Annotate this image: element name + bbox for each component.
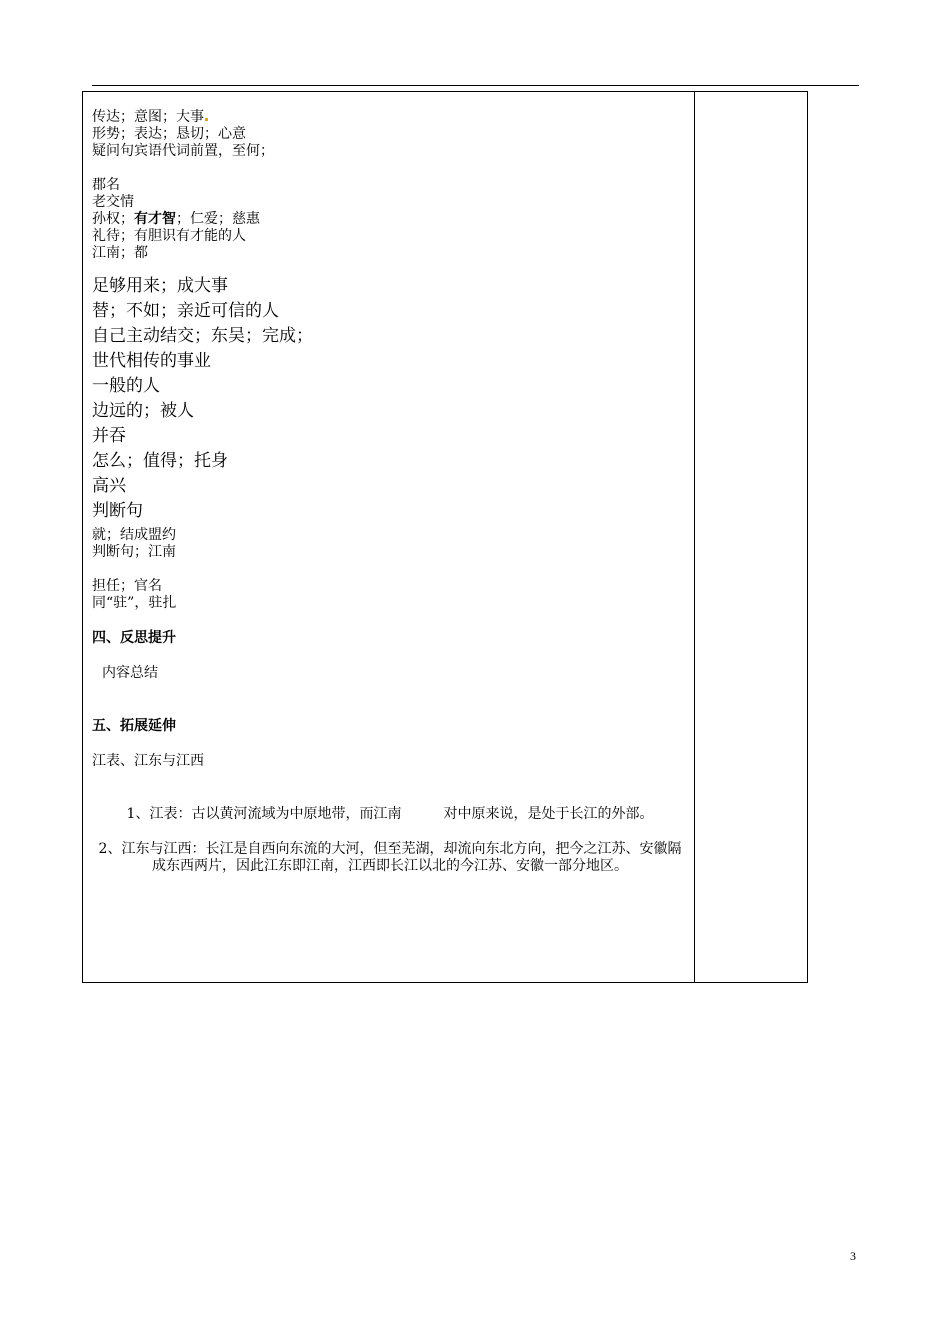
answer-line: 疑问句宾语代词前置，至何； [92, 143, 274, 159]
answer-line: 形势；表达；恳切；心意 [92, 126, 246, 142]
answer-line-large: 并吞 [92, 426, 126, 446]
answer-line: 江南；都 [92, 245, 148, 261]
answer-line-large: 高兴 [92, 476, 126, 496]
section-5-paragraph-1: 1、江表：古以黄河流域为中原地带，而江南 对中原来说，是处于长江的外部。 [126, 806, 654, 822]
answer-line-large: 怎么；值得；托身 [92, 451, 228, 471]
answer-line: 就；结成盟约 [92, 527, 176, 543]
answer-line: 孙权；有才智；仁爱；慈惠 [92, 211, 260, 227]
answer-line-large: 判断句 [92, 501, 143, 521]
header-rule [92, 85, 859, 86]
content-table [82, 91, 808, 983]
answer-line: 担任；官名 [92, 578, 162, 594]
answer-line-large: 替；不如；亲近可信的人 [92, 301, 279, 321]
main-cell [92, 109, 688, 875]
marker-dot [205, 118, 208, 121]
answer-line-large: 一般的人 [92, 376, 160, 396]
answer-line: 同“驻”，驻扎 [92, 595, 177, 611]
page-number: 3 [850, 1249, 856, 1263]
section-4-content: 内容总结 [102, 665, 158, 681]
section-5-subtitle: 江表、江东与江西 [92, 753, 204, 769]
answer-line: 老交情 [92, 194, 134, 210]
answer-line-large: 世代相传的事业 [92, 351, 211, 371]
answer-line-large: 自己主动结交；东吴；完成； [92, 326, 313, 346]
column-divider [694, 92, 695, 982]
section-4-title: 四、反思提升 [92, 630, 176, 646]
answer-line: 传达；意图；大事 [92, 109, 688, 126]
section-5-paragraph-2: 2、江东与江西：长江是自西向东流的大河，但至芜湖，却流向东北方向，把今之江苏、安徽隔成东西两片，因此江东即江南，江西即长江以北的今江苏、安徽一部分地区。 [98, 841, 682, 874]
answer-line: 判断句；江南 [92, 544, 176, 560]
answer-line-large: 边远的；被人 [92, 401, 194, 421]
answer-line-large: 足够用来；成大事 [92, 276, 228, 296]
answer-line: 郡名 [92, 177, 120, 193]
section-5-title: 五、拓展延伸 [92, 718, 176, 734]
answer-line: 礼待；有胆识有才能的人 [92, 228, 246, 244]
